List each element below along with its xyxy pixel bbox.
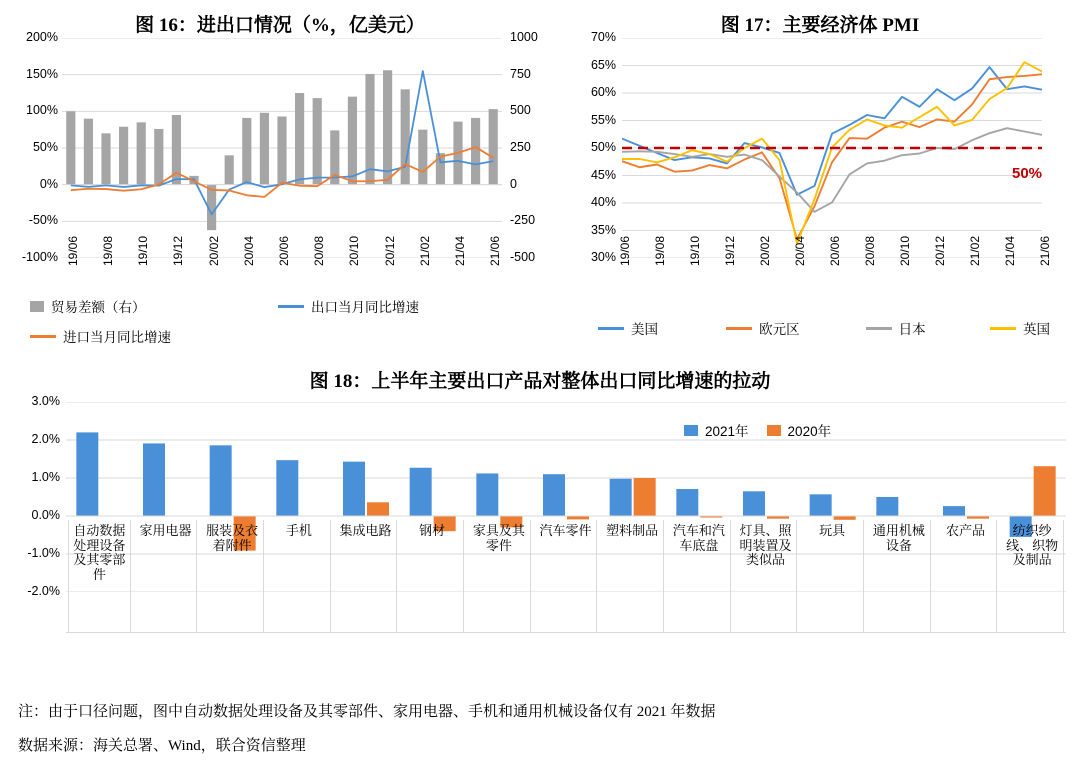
legend-item-export-yoy[interactable] bbox=[278, 296, 419, 316]
axis-tick-label: 20/12 bbox=[933, 235, 947, 266]
axis-tick-label: 0% bbox=[39, 176, 58, 191]
legend-item-uk[interactable] bbox=[990, 318, 1050, 338]
category-label: 集成电路 bbox=[335, 520, 398, 632]
bar-trade-balance bbox=[365, 74, 374, 185]
legend-label: 出口当月同比增速 bbox=[311, 300, 419, 315]
axis-tick-label: 21/06 bbox=[488, 235, 503, 266]
bar-2020 bbox=[634, 478, 656, 516]
footnote-note: 注：由于口径问题，图中自动数据处理设备及其零部件、家用电器、手机和通用机械设备仅有 2021 年数据 bbox=[18, 704, 716, 720]
axis-tick-label: 20/04 bbox=[793, 235, 807, 266]
axis-tick-label: 0 bbox=[510, 176, 517, 191]
bar-trade-balance bbox=[418, 130, 427, 185]
axis-tick-label: 250 bbox=[510, 140, 531, 154]
bar-2020 bbox=[367, 502, 389, 516]
bar-trade-balance bbox=[101, 133, 110, 184]
bar-2021 bbox=[476, 473, 498, 516]
axis-tick-label: 50% bbox=[32, 140, 58, 154]
axis-tick-label: 30% bbox=[590, 250, 616, 264]
legend-swatch-icon bbox=[990, 327, 1016, 330]
axis-tick-label: 21/02 bbox=[417, 235, 432, 266]
axis-tick-label: 70% bbox=[590, 30, 616, 44]
bar-trade-balance bbox=[471, 118, 480, 185]
category-label: 家用电器 bbox=[135, 520, 198, 632]
axis-tick-label: 19/10 bbox=[688, 235, 702, 266]
legend-item-eurozone[interactable] bbox=[726, 318, 848, 338]
bar-trade-balance bbox=[242, 118, 251, 185]
legend-item-2020[interactable] bbox=[767, 420, 832, 440]
legend-swatch-icon bbox=[866, 327, 892, 330]
figure-16-title: 图 16：进出口情况（%，亿美元） bbox=[135, 15, 425, 36]
axis-tick-label: 20/08 bbox=[863, 235, 877, 266]
bar-trade-balance bbox=[277, 116, 286, 184]
bar-trade-balance bbox=[383, 70, 392, 184]
legend-swatch-icon bbox=[598, 327, 624, 330]
axis-tick-label: 20/10 bbox=[898, 235, 912, 266]
legend-label: 贸易差额（右） bbox=[51, 300, 146, 315]
legend-label: 进口当月同比增速 bbox=[63, 330, 171, 345]
axis-tick-label: 35% bbox=[590, 222, 616, 237]
legend-item-us[interactable] bbox=[598, 318, 708, 338]
legend-label: 英国 bbox=[1023, 322, 1051, 337]
bar-2021 bbox=[76, 432, 98, 516]
legend-label: 欧元区 bbox=[759, 322, 800, 337]
bar-trade-balance bbox=[119, 127, 128, 185]
bar-trade-balance bbox=[137, 122, 146, 184]
axis-tick-label: 1.0% bbox=[31, 470, 60, 484]
category-label: 农产品 bbox=[935, 520, 998, 632]
bar-trade-balance bbox=[401, 89, 410, 184]
axis-tick-label: 21/02 bbox=[968, 235, 982, 266]
axis-tick-label: -100% bbox=[21, 250, 58, 264]
series-line bbox=[622, 62, 1042, 244]
axis-tick-label: 40% bbox=[590, 195, 616, 209]
axis-tick-label: 19/06 bbox=[618, 235, 632, 266]
axis-tick-label: 150% bbox=[26, 66, 58, 81]
legend-swatch-icon bbox=[278, 305, 304, 308]
axis-tick-label: -500 bbox=[510, 250, 536, 264]
category-label: 灯具、照明装置及类似品 bbox=[735, 520, 798, 632]
chart-canvas bbox=[622, 38, 1042, 258]
axis-tick-label: 20/12 bbox=[382, 235, 397, 266]
axis-tick-label: 20/10 bbox=[347, 235, 362, 266]
axis-tick-label: -2.0% bbox=[27, 584, 60, 598]
axis-tick-label: 21/06 bbox=[1038, 235, 1052, 266]
figure-17-title: 图 17：主要经济体 PMI bbox=[720, 15, 920, 36]
axis-tick-label: 19/06 bbox=[65, 235, 80, 266]
bar-2021 bbox=[876, 497, 898, 516]
chart-canvas bbox=[62, 38, 502, 258]
legend-swatch-icon bbox=[684, 425, 698, 436]
legend-label: 日本 bbox=[898, 322, 926, 337]
axis-tick-label: 19/08 bbox=[653, 235, 667, 266]
category-label: 纺织纱线、织物及制品 bbox=[1001, 520, 1064, 632]
category-label: 服装及衣着附件 bbox=[201, 520, 264, 632]
axis-tick-label: 19/08 bbox=[101, 235, 115, 266]
bar-2021 bbox=[410, 468, 432, 516]
axis-tick-label: -250 bbox=[510, 213, 536, 228]
axis-tick-label: 200% bbox=[26, 30, 58, 44]
axis-tick-label: -1.0% bbox=[27, 546, 60, 560]
legend-swatch-icon bbox=[726, 327, 752, 330]
series-line bbox=[622, 128, 1042, 212]
figure-17-legend bbox=[598, 318, 1068, 338]
bar-trade-balance bbox=[295, 93, 304, 185]
legend-swatch-icon bbox=[767, 425, 781, 436]
axis-tick-label: -50% bbox=[28, 213, 58, 228]
axis-tick-label: 2.0% bbox=[31, 432, 60, 446]
category-axis-baseline bbox=[66, 632, 1066, 633]
footnote-source: 数据来源：海关总署、Wind，联合资信整理 bbox=[18, 738, 306, 754]
axis-tick-label: 19/10 bbox=[136, 235, 151, 266]
figure-16-plot bbox=[62, 38, 502, 258]
category-label: 汽车零件 bbox=[535, 520, 598, 632]
bar-2021 bbox=[943, 506, 965, 516]
figure-17-plot bbox=[622, 38, 1042, 258]
figure-16-legend bbox=[30, 296, 550, 346]
legend-swatch-icon bbox=[30, 335, 56, 338]
bar-trade-balance bbox=[348, 97, 357, 185]
bar-trade-balance bbox=[489, 109, 498, 185]
bar-2020 bbox=[1034, 466, 1056, 516]
legend-label: 美国 bbox=[631, 322, 658, 337]
legend-item-2021[interactable] bbox=[684, 420, 749, 440]
bar-2020 bbox=[567, 516, 589, 519]
bar-2021 bbox=[743, 491, 765, 516]
bar-2021 bbox=[143, 443, 165, 516]
category-label: 玩具 bbox=[801, 520, 864, 632]
bar-2021 bbox=[610, 479, 632, 516]
axis-tick-label: 20/02 bbox=[758, 235, 772, 266]
figure-18-legend bbox=[684, 420, 849, 440]
axis-tick-label: 19/12 bbox=[723, 235, 737, 266]
axis-tick-label: 20/06 bbox=[277, 235, 291, 266]
bar-2021 bbox=[276, 460, 298, 516]
axis-tick-label: 0.0% bbox=[31, 508, 60, 522]
bar-2021 bbox=[676, 489, 698, 516]
axis-tick-label: 20/02 bbox=[206, 235, 221, 266]
bar-trade-balance bbox=[313, 98, 322, 185]
category-label: 通用机械设备 bbox=[868, 520, 931, 632]
axis-tick-label: 500 bbox=[510, 103, 531, 118]
axis-tick-label: 3.0% bbox=[31, 394, 60, 408]
bar-2021 bbox=[543, 474, 565, 516]
bar-2021 bbox=[343, 462, 365, 516]
legend-label: 2021年 bbox=[705, 424, 749, 439]
figure-18-panel bbox=[0, 358, 1080, 678]
axis-tick-label: 50% bbox=[590, 140, 616, 154]
bar-trade-balance bbox=[225, 155, 234, 184]
category-label: 钢材 bbox=[401, 520, 464, 632]
legend-swatch-icon bbox=[30, 301, 44, 312]
bar-trade-balance bbox=[84, 119, 93, 185]
category-label: 塑料制品 bbox=[601, 520, 664, 632]
bar-trade-balance bbox=[260, 113, 269, 185]
axis-tick-label: 45% bbox=[590, 167, 616, 182]
axis-tick-label: 100% bbox=[26, 103, 58, 118]
series-line bbox=[622, 74, 1042, 239]
legend-item-import-yoy[interactable] bbox=[30, 326, 171, 346]
axis-tick-label: 21/04 bbox=[453, 235, 467, 266]
bar-2021 bbox=[210, 445, 232, 516]
axis-tick-label: 20/06 bbox=[828, 235, 842, 266]
axis-tick-label: 21/04 bbox=[1003, 235, 1017, 266]
legend-item-trade-balance[interactable] bbox=[30, 296, 260, 316]
bar-2021 bbox=[810, 494, 832, 516]
axis-tick-label: 65% bbox=[590, 57, 616, 72]
axis-tick-label: 1000 bbox=[510, 30, 538, 44]
axis-tick-label: 60% bbox=[590, 85, 616, 99]
category-label: 自动数据处理设备及其零部件 bbox=[68, 520, 131, 632]
axis-tick-label: 55% bbox=[590, 112, 616, 127]
category-label: 家具及其零件 bbox=[468, 520, 531, 632]
figure-16-panel bbox=[0, 0, 560, 350]
category-label: 汽车和汽车底盘 bbox=[668, 520, 731, 632]
legend-label: 2020年 bbox=[787, 424, 832, 439]
axis-tick-label: 20/08 bbox=[312, 235, 327, 266]
axis-tick-label: 19/12 bbox=[171, 235, 186, 266]
axis-tick-label: 20/04 bbox=[241, 235, 256, 266]
axis-tick-label: 750 bbox=[510, 66, 531, 81]
bar-trade-balance bbox=[154, 129, 163, 185]
bar-trade-balance bbox=[66, 111, 75, 184]
figure-17-panel bbox=[560, 0, 1080, 350]
pmi-threshold-label: 50% bbox=[1012, 165, 1043, 182]
legend-item-japan[interactable] bbox=[866, 318, 972, 338]
figure-18-title: 图 18：上半年主要出口产品对整体出口同比增速的拉动 bbox=[309, 371, 771, 392]
category-label: 手机 bbox=[268, 520, 331, 632]
